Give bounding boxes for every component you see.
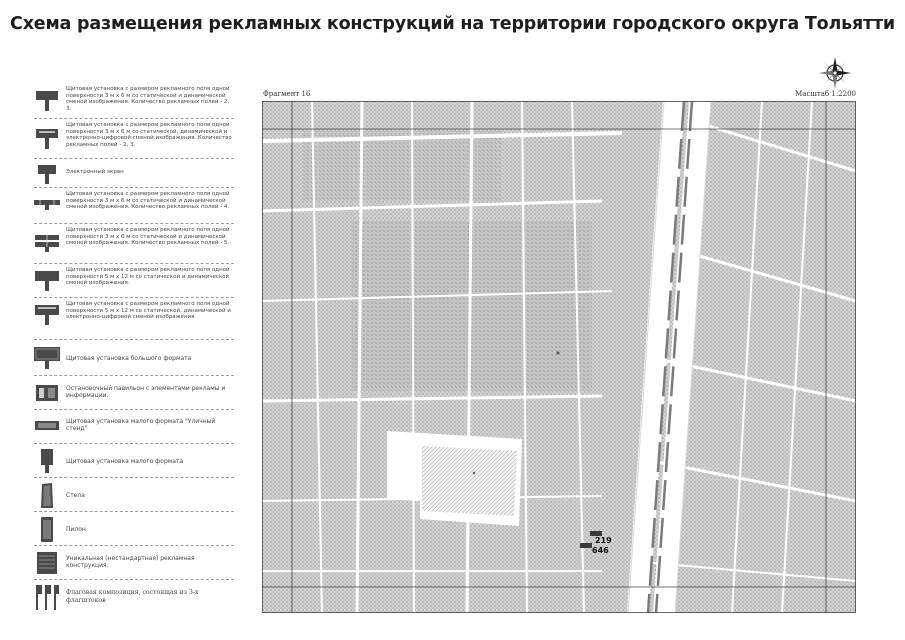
legend-text: Пилон: [66, 526, 86, 533]
compass-rose-icon: [818, 56, 852, 90]
bus-stop-pavilion-icon: [34, 382, 60, 404]
map-point: [557, 352, 560, 355]
legend-item: [34, 445, 234, 478]
unique-construction-icon: [34, 550, 60, 576]
legend: [34, 84, 234, 614]
legend-item: [34, 299, 234, 340]
legend-item: [34, 225, 234, 264]
scale-label: Масштаб 1:2200: [795, 90, 856, 98]
billboard-5x12-digital-icon: [34, 302, 60, 326]
marker-219-label: 219: [595, 536, 612, 545]
legend-item: [34, 189, 234, 224]
billboard-4-fields-icon: [34, 197, 60, 211]
pylon-icon: [34, 515, 60, 543]
legend-text: Щитовая установка с размером рекламного поля одной поверхности 3 м х 6 м со статической и динамической сменой изображения. Количество рекламных полей - 2, 3.: [66, 86, 230, 112]
legend-item: [34, 479, 234, 512]
legend-text: Щитовая установка с размером рекламного поля одной поверхности 3 м х 6 м со статической и динамической сменой изображения. Количество рекламных полей - 4.: [66, 191, 230, 211]
legend-text: Уникальная (нестандартная) рекламная конструкция.: [66, 555, 195, 570]
legend-item: [34, 84, 234, 119]
legend-item: [34, 160, 234, 188]
electronic-screen-icon: [34, 163, 60, 185]
legend-text: Щитовая установка малого формата "Уличный стенд": [66, 418, 216, 433]
legend-text: Флаговая композиция, состоящая из 3-х флагштоков: [66, 589, 199, 604]
large-format-billboard-icon: [34, 345, 60, 371]
legend-item: [34, 265, 234, 298]
legend-item: [34, 377, 234, 410]
billboard-3x6-digital-icon: [34, 125, 60, 151]
legend-text: Электронный экран: [66, 169, 124, 175]
map-canvas: [262, 101, 856, 613]
map-square: [422, 446, 517, 516]
billboard-5x12-icon: [34, 268, 60, 292]
legend-text: Щитовая установка малого формата: [66, 458, 184, 465]
legend-item: [34, 513, 234, 546]
legend-item: [34, 411, 234, 444]
small-format-billboard-icon: [34, 447, 60, 475]
flag-composition-icon: [34, 583, 60, 611]
legend-text: Стела: [66, 492, 85, 499]
legend-item: [34, 120, 234, 159]
billboard-3x6-icon: [34, 87, 60, 113]
legend-text: Щитовая установка с размером рекламного поля одной поверхности 5 м х 12 м со статической, динамической и электронно-цифровой сменой изображения.: [66, 301, 231, 321]
legend-text: Щитовая установка с размером рекламного поля одной поверхности 5 м х 12 м со статической и динамической сменой изображения.: [66, 267, 230, 287]
legend-text: Щитовая установка с размером рекламного поля одной поверхности 3 м х 6 м со статической, динамической и электронно-цифровой сменой изображения. Количество рекламных полей - 2, 3.: [66, 122, 232, 148]
small-format-city-stand-icon: [34, 418, 60, 434]
legend-item: [34, 341, 234, 376]
legend-text: Щитовая установка большого формата: [66, 355, 192, 362]
billboard-5-fields-icon: [34, 232, 60, 252]
page-title: Схема размещения рекламных конструкций на территории городского округа Тольятти: [10, 14, 895, 34]
map-point: [473, 472, 475, 474]
legend-text: Щитовая установка с размером рекламного поля одной поверхности 3 м х 6 м со статической и динамической сменой изображения. Количество рекламных полей - 5.: [66, 227, 230, 247]
legend-item: [34, 547, 234, 580]
legend-text: Остановочный павильон с элементами рекламы и информации.: [66, 385, 226, 400]
fragment-label: Фрагмент 16: [263, 90, 311, 98]
stele-icon: [34, 481, 60, 509]
marker-646-label: 646: [592, 546, 609, 555]
map-fragment[interactable]: [262, 101, 856, 613]
legend-item: [34, 581, 234, 613]
